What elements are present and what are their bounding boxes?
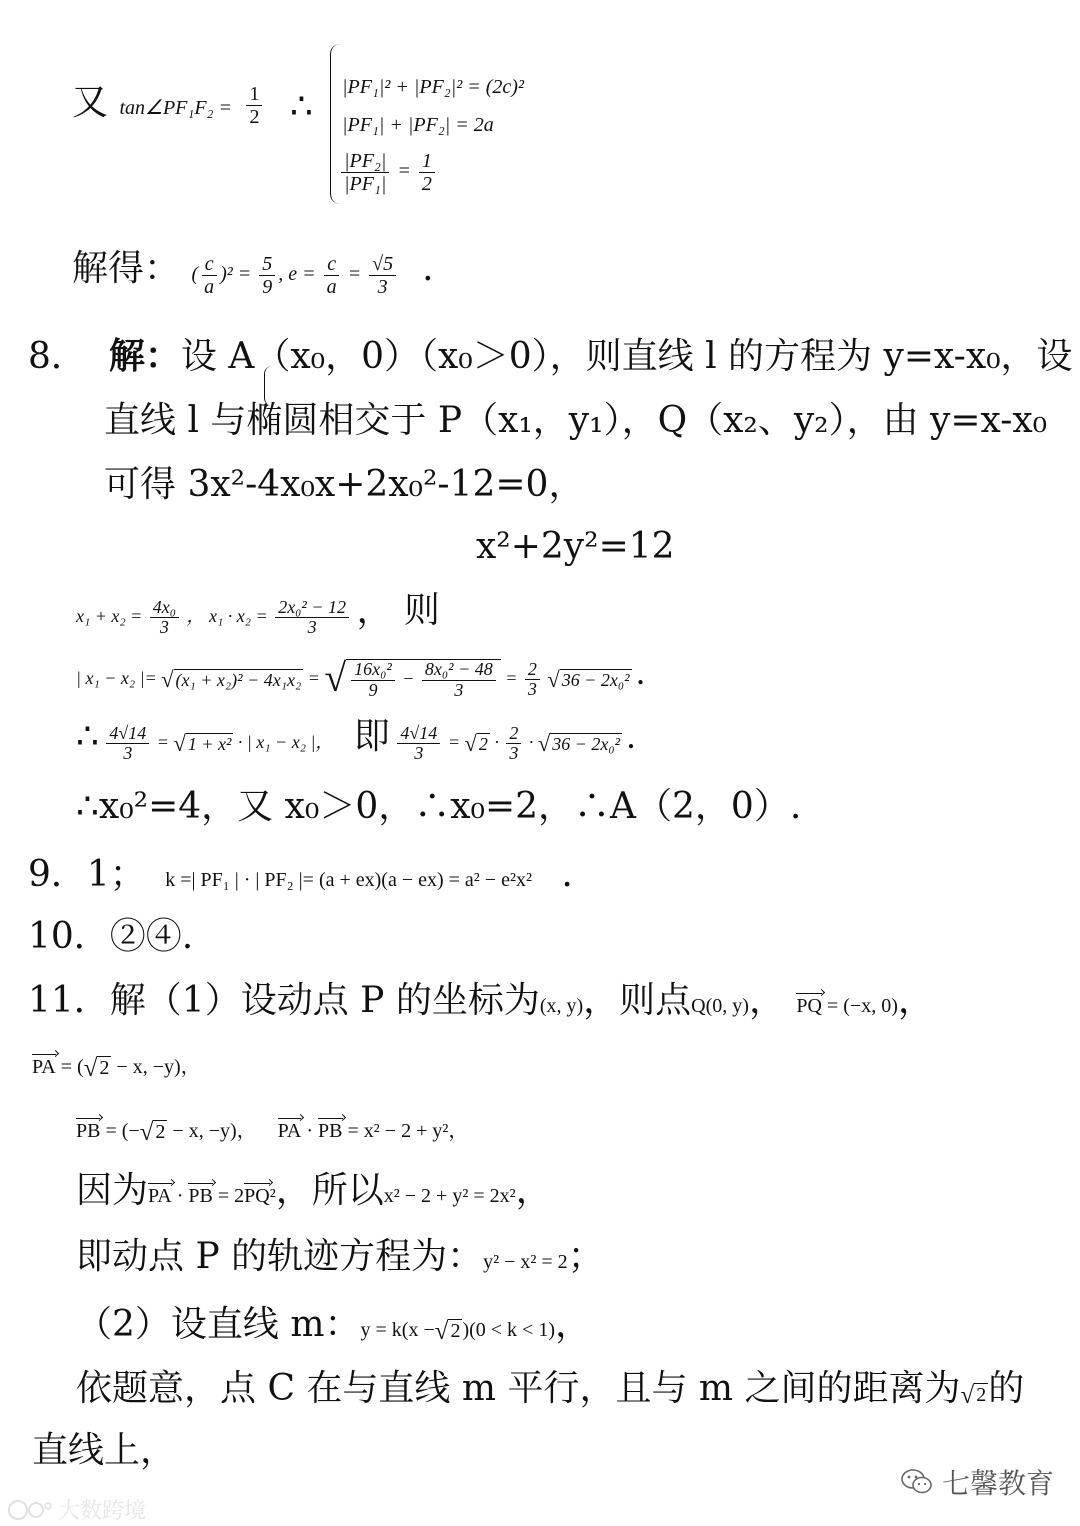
sec8-line3: 可得 3x²-4x₀x+2x₀²-12=0，: [104, 464, 585, 505]
sec11-line1: 11．解（1）设动点 P 的坐标为(x, y)，则点Q(0, y)， PQ = (−x, 0)，: [28, 980, 934, 1021]
watermark-right: [900, 1462, 1054, 1502]
logo-icon: [6, 1498, 52, 1522]
sec11-trajectory: 即动点 P 的轨迹方程为：y² − x² = 2；: [76, 1236, 604, 1277]
sec10: 10．②④.: [28, 916, 194, 957]
sec11-because: 因为PA · PB = 2PQ²，所以x² − 2 + y² = 2x²，: [76, 1170, 552, 1211]
watermark-right-text: 七馨教育: [942, 1467, 1055, 1500]
sec11-pa: PA = ( √ 2 − x, −y)，: [32, 1055, 201, 1082]
sec11-part2: （2）设直线 m：y = k(x − √ 2 )(0 < k < 1)，: [76, 1304, 592, 1345]
sec11-last: 直线上，: [32, 1430, 177, 1471]
sec8-line4: x²+2y²=12: [476, 526, 675, 567]
sec11-distance: 依题意，点 C 在与直线 m 平行，且与 m 之间的距离为 √ 2 的: [76, 1368, 1025, 1409]
system-eq2: |PF₁| + |PF₂| = 2a: [342, 114, 494, 136]
sec8-vieta: x₁ + x₂ = $\frac{\text{4x₀}}{3}$ ， x₁ · x₂ = $\frac{\text{2x₀² − 12}}{3}$ ， 则: [76, 590, 440, 638]
wechat-icon: [900, 1468, 934, 1496]
sec8-length: ∴ $\frac{4√14}{3}$ = √ 1 + x² · | x₁ − x₂ |， 即 $\frac{4√14}{3}$ = √ 2 · $\frac{2}{3}$ · √ 36 − 2x₀² .: [76, 716, 636, 764]
sec7-solution: 解得： ( $\frac{c}{a}$ )² = $\frac{5}{9}$ , e = $\frac{c}{a}$ = $\frac{√5}{3}$ .: [72, 248, 434, 298]
watermark-left: [6, 1494, 146, 1525]
sec8-line1: 8． 解：设 A（x₀，0）（x₀＞0），则直线 l 的方程为 y=x-x₀，设: [28, 335, 1073, 377]
sec8-conclusion: ∴x₀²=4，又 x₀＞0，∴x₀=2，∴A（2，0）.: [76, 786, 802, 827]
system-eq1: |PF₁|² + |PF₂|² = (2c)²: [342, 76, 524, 98]
sec8-distance: | x₁ − x₂ |= √ (x₁ + x₂)² − 4x₁x₂ = √ $\frac{\text{16x₀²}}{9}$ − $\frac{\text{8x₀² − 48}}{3}$ = $\frac{2}{3}$ √ 36 − 2x₀² .: [76, 652, 646, 701]
system-eq3: $\frac{\text{|PF₂|}}{\text{|PF₁|}}$ = $\frac{1}{2}$: [338, 150, 438, 195]
sec7-lead: 又 tan∠PF₁F₂ = $\frac{1}{2}$: [72, 82, 265, 128]
sec7-therefore: ∴: [290, 86, 313, 127]
sec8-line2: 直线 l 与椭圆相交于 P（x₁，y₁），Q（x₂、y₂），由 y=x-x₀: [104, 400, 1048, 441]
watermark-left-text: 大数跨境: [58, 1499, 147, 1524]
sec9: 9．1； k =| PF₁ | · | PF₂ |= (a + ex)(a − ex) = a² − e²x² .: [28, 854, 573, 895]
sec11-pb: PB = (− √ 2 − x, −y)， PA · PB = x² − 2 + y²，: [76, 1119, 469, 1146]
